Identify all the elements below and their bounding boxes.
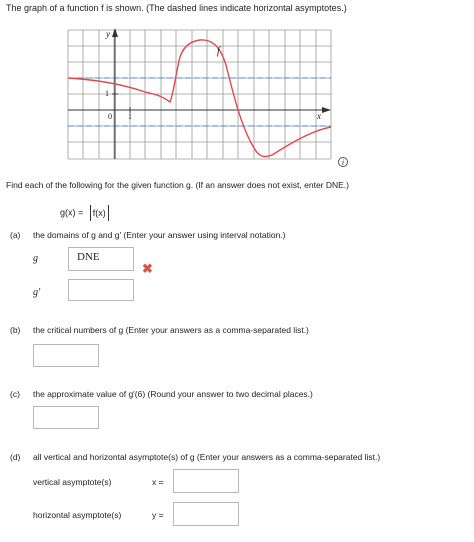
incorrect-icon: ✖ [142, 261, 153, 276]
part-d-letter: (d) [10, 452, 21, 462]
horizontal-asymptote-var: y = [152, 510, 164, 520]
part-b-prompt: the critical numbers of g (Enter your answers as a comma-separated list.) [33, 325, 309, 335]
x-axis-label: x [317, 111, 321, 121]
find-instructions: Find each of the following for the given function g. (If an answer does not exist, enter DNE.) [6, 180, 350, 190]
info-icon[interactable]: i [338, 157, 348, 167]
function-label: f [217, 46, 220, 57]
tick-label-x-1: 1 [128, 112, 132, 121]
domain-g-input[interactable] [68, 247, 134, 271]
vertical-asymptote-input[interactable] [173, 469, 239, 493]
domain-g-value: DNE [77, 251, 100, 263]
abs-bar-right [108, 205, 109, 221]
part-a-letter: (a) [10, 230, 21, 240]
part-a-prompt: the domains of g and g′ (Enter your answer using interval notation.) [33, 230, 286, 240]
vertical-asymptote-label: vertical asymptote(s) [33, 477, 112, 487]
function-def-abs: f(x) [92, 208, 106, 218]
vertical-asymptote-var: x = [152, 477, 164, 487]
y-axis-arrow [112, 28, 118, 37]
function-definition [60, 205, 109, 221]
critical-numbers-input[interactable] [33, 344, 99, 367]
horizontal-asymptote-label: horizontal asymptote(s) [33, 510, 122, 520]
domain-gprime-label: g′ [33, 287, 41, 298]
abs-bar-left [90, 205, 91, 221]
origin-label: 0 [108, 112, 112, 121]
part-d-prompt: all vertical and horizontal asymptote(s) of g (Enter your answers as a comma-separated list.) [33, 452, 381, 462]
domain-gprime-input[interactable] [68, 279, 134, 301]
gprime-value-input[interactable] [33, 406, 99, 429]
tick-label-y-1: 1 [105, 89, 109, 98]
x-axis-arrow [322, 107, 331, 113]
function-graph [0, 0, 474, 170]
domain-g-label: g [33, 253, 38, 264]
horizontal-asymptote-input[interactable] [173, 502, 239, 526]
part-c-prompt: the approximate value of g′(6) (Round your answer to two decimal places.) [33, 389, 313, 399]
y-axis-label: y [106, 29, 110, 39]
function-def-lhs: g(x) = [60, 207, 84, 218]
question-intro: The graph of a function f is shown. (The dashed lines indicate horizontal asymptotes.) [6, 3, 347, 13]
function-curve [68, 40, 331, 157]
part-c-letter: (c) [10, 389, 20, 399]
part-b-letter: (b) [10, 325, 21, 335]
